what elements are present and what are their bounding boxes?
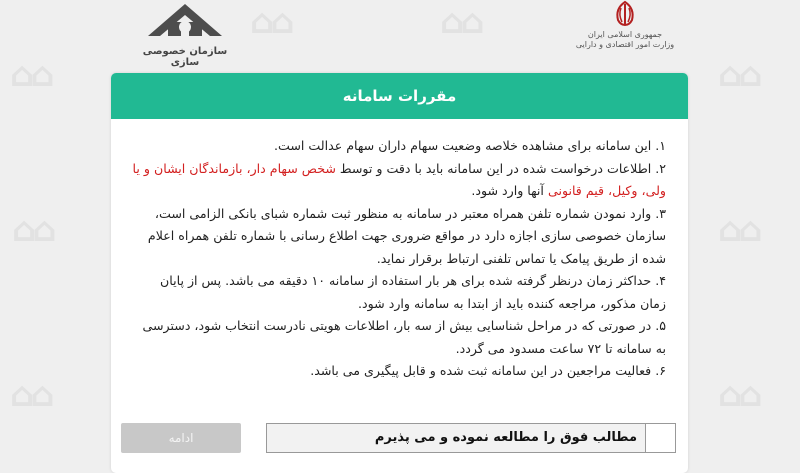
terms-title: مقررات سامانه [111,73,688,119]
rule-number: ۳. [651,205,666,221]
watermark-logo: ⌂⌂ [12,210,53,250]
rule-text: این سامانه برای مشاهده خلاصه وضعیت سهام داران سهام عدالت است. [273,138,652,153]
terms-card [111,73,688,473]
accept-terms-label: مطالب فوق را مطالعه نموده و می پذیرم [374,430,637,445]
rule-item [131,203,666,271]
ministry-logo [570,0,680,60]
rule-text: آنها وارد شود. [471,183,548,198]
privatization-org-logo [130,0,240,68]
watermark-logo: ⌂⌂ [10,375,51,415]
rule-item [131,360,666,383]
accept-terms-checkbox[interactable] [645,424,675,452]
rule-number: ۶. [651,363,666,378]
iran-emblem-icon [610,0,640,26]
watermark-logo: ⌂⌂ [718,375,759,415]
watermark-logo: ⌂⌂ [440,2,481,42]
rule-text: اطلاعات درخواست شده در این سامانه باید با دقت و توسط [335,160,652,176]
rule-number: ۵. [651,318,666,333]
rule-item [131,315,666,360]
watermark-logo: ⌂⌂ [718,55,759,95]
privatization-org-label: سازمان خصوصی سازی [142,46,228,68]
accept-terms-checkbox-row[interactable] [266,423,676,453]
rule-text: وارد نمودن شماره تلفن همراه معتبر در سامانه به منظور ثبت شماره شبای بانکی الزامی است، سازمان خصوصی سازی اجازه دارد در مواقع ضروری جهت اطلاع رسانی با شماره تلفن همراه اعلام شده از طریق پیامک یا تماس تلفنی ارتباط برقرار نماید. [147,205,666,266]
ministry-line-1: جمهوری اسلامی ایران [587,30,663,39]
rule-number: ۴. [651,273,666,288]
rules-list [131,135,666,383]
ministry-line-2: وزارت امور اقتصادی و دارایی [575,40,675,49]
rule-highlight-text: شخص سهام دار، بازماندگان ایشان و یا ولی، وکیل، قیم قانونی [132,160,666,198]
privatization-emblem-icon [140,0,230,40]
rule-item [131,270,666,315]
continue-button[interactable]: ادامه [121,423,241,453]
rule-text: حداکثر زمان درنظر گرفته شده برای هر بار استفاده از سامانه ۱۰ دقیقه می باشد. پس از پایان زمان مذکور، مراجعه کننده باید از ابتدا به سامانه وارد شود. [160,273,666,311]
watermark-logo: ⌂⌂ [718,210,759,250]
watermark-logo: ⌂⌂ [10,55,51,95]
rule-item [131,135,666,158]
page-header [0,0,800,68]
rule-text: در صورتی که در مراحل شناسایی بیش از سه بار، اطلاعات هویتی نادرست انتخاب شود، دسترسی به سامانه تا ۷۲ ساعت مسدود می گردد. [142,318,666,356]
rule-number: ۱. [651,138,666,153]
rule-item [131,158,666,203]
rule-number: ۲. [651,160,666,176]
rule-text: فعالیت مراجعین در این سامانه ثبت شده و قابل پیگیری می باشد. [310,363,652,378]
watermark-logo: ⌂⌂ [250,2,291,42]
